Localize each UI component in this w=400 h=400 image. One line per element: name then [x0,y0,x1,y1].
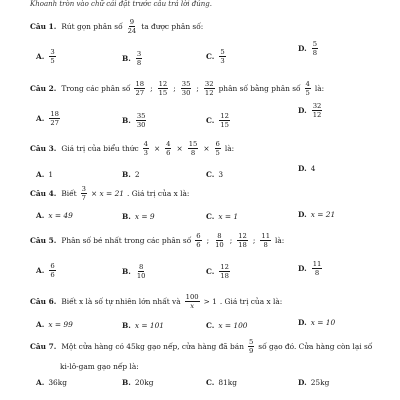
option-c[interactable]: C. $\frac{5}{3}$ [206,48,225,65]
question-text: Rút gọn phân số [61,22,123,31]
option-d[interactable]: D. $\frac{11}{8}$ [298,260,322,277]
option-c[interactable]: C. x = 100 [206,321,248,330]
option-a[interactable]: A. $\frac{18}{27}$ [36,110,59,127]
option-a[interactable]: A. 1 [36,170,54,179]
option-b[interactable]: B. 2 [122,170,140,179]
option-c[interactable]: C. 81kg [206,378,237,387]
option-b[interactable]: B. $\frac{8}{10}$ [122,263,146,280]
question-7-stem: Câu 7. Một cửa hàng có 45kg gạo nếp, cửa hàng đã bán $\frac{5}{9}$ số gạo đó. Cửa hàng còn lại số [30,338,373,355]
question-5-stem: Câu 5. Phân số bé nhất trong các phân số $\frac{6}{6}$ ; $\frac{8}{10}$ ; $\frac{12}{18}$ ; $\frac{11}{8}$ là: [30,232,285,249]
question-4-stem: Câu 4. Biết $\frac{3}{7}$ × x = 21 . Giá trị của x là: [30,185,190,202]
option-d[interactable]: D. 4 [298,164,316,173]
option-b[interactable]: B. x = 101 [122,321,164,330]
fraction: $\frac{9}{24}$ [127,18,137,35]
option-d[interactable]: D. x = 21 [298,210,336,219]
question-3-stem: Câu 3. Giá trị của biểu thức $\frac{4}{3}$ × $\frac{4}{6}$ × $\frac{15}{8}$ × $\frac{6}{5}$ là: [30,140,235,157]
option-c[interactable]: C. $\frac{12}{15}$ [206,112,229,129]
option-b[interactable]: B. $\frac{3}{8}$ [122,50,142,67]
option-d[interactable]: D. x = 10 [298,318,336,327]
option-c[interactable]: C. $\frac{12}{18}$ [206,263,229,280]
question-2-stem: Câu 2. Trong các phân số $\frac{18}{27}$ ; $\frac{12}{15}$ ; $\frac{35}{30}$ ; $\frac{32}{12}$ phân số bằng phân số $\frac{4}{5}$ là: [30,80,325,97]
instruction-text: Khoanh tròn vào chữ cái đặt trước câu trả lời đúng. [30,0,212,8]
question-label: Câu 1. [30,22,57,31]
option-d[interactable]: D. $\frac{5}{8}$ [298,40,318,57]
option-b[interactable]: B. 20kg [122,378,154,387]
option-a[interactable]: A. $\frac{3}{5}$ [36,48,55,65]
option-a[interactable]: A. x = 99 [36,320,73,329]
option-b[interactable]: B. x = 9 [122,212,155,221]
option-c[interactable]: C. 3 [206,170,224,179]
option-a[interactable]: A. x = 49 [36,211,73,220]
question-6-stem: Câu 6. Biết x là số tự nhiên lớn nhất và $\frac{100}{x}$ > 1 . Giá trị của x là: [30,293,283,310]
option-a[interactable]: A. $\frac{6}{6}$ [36,262,55,279]
option-a[interactable]: A. 36kg [36,378,67,387]
question-1-stem [30,18,203,35]
option-c[interactable]: C. x = 1 [206,212,239,221]
option-d[interactable]: D. $\frac{32}{12}$ [298,102,322,119]
question-7-stem-line2: ki-lô-gam gạo nếp là: [60,362,139,371]
option-d[interactable]: D. 25kg [298,378,330,387]
option-b[interactable]: B. $\frac{35}{30}$ [122,112,146,129]
question-text: ta được phân số: [141,22,204,31]
